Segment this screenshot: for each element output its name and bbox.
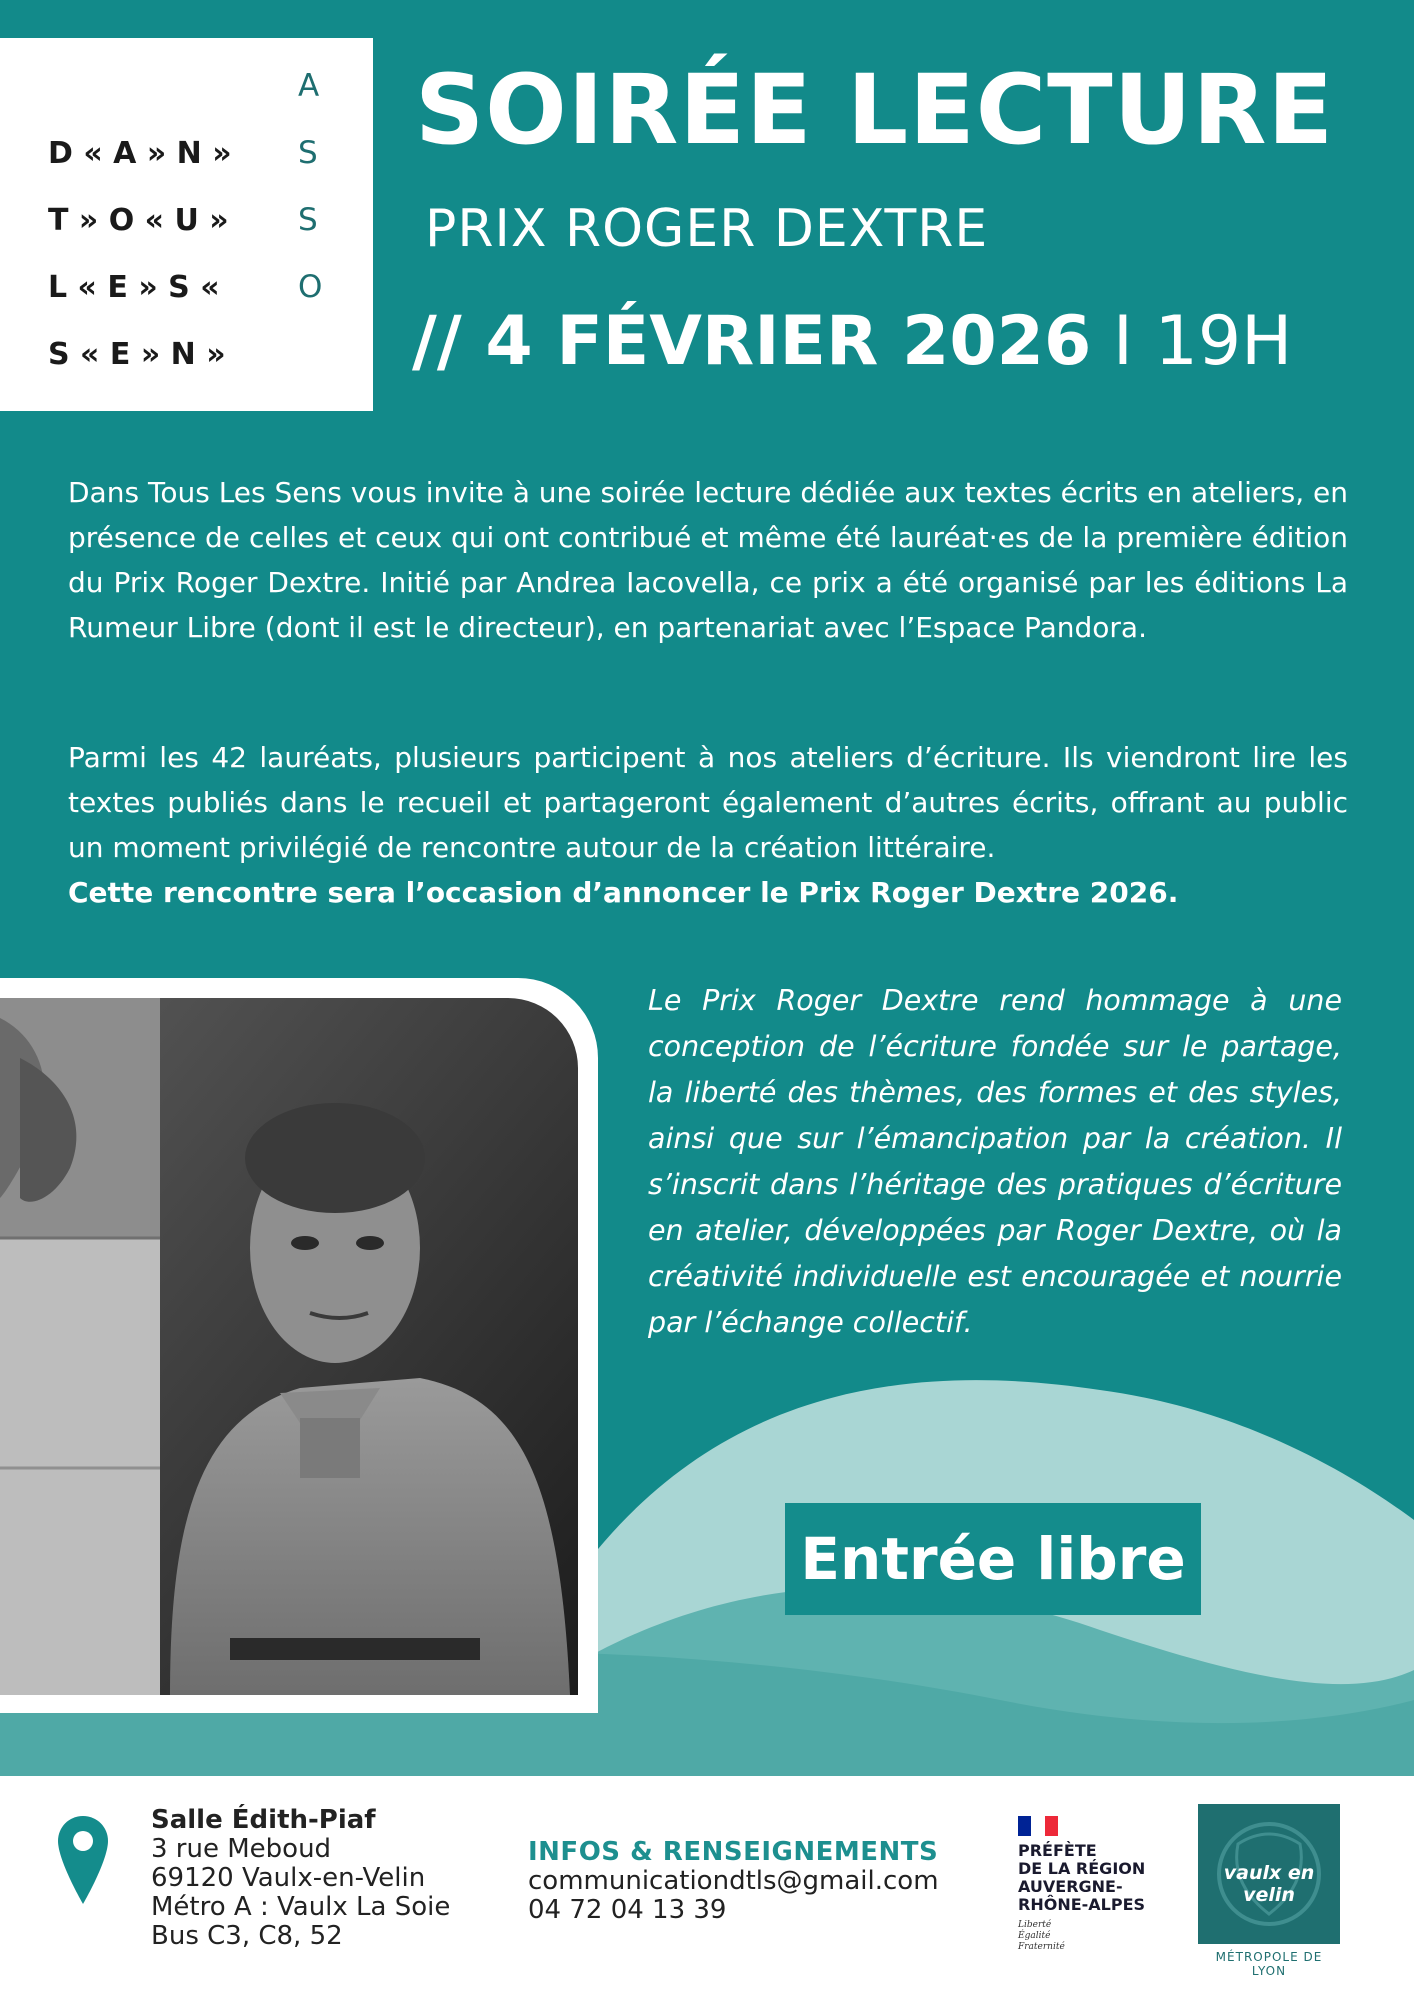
logo-row-3: L « E » S « bbox=[48, 270, 231, 305]
page-title: SOIRÉE LECTURE bbox=[415, 54, 1335, 166]
contact-heading: INFOS & RENSEIGNEMENTS bbox=[528, 1837, 939, 1867]
event-date bbox=[412, 302, 1293, 381]
prefet-motto: Liberté bbox=[1018, 1920, 1052, 1930]
prefet-line: PRÉFÈTE bbox=[1018, 1841, 1097, 1860]
contact-info bbox=[528, 1838, 939, 1925]
prefecture-logo bbox=[1018, 1816, 1148, 1953]
logo-row-4: S « E » N » bbox=[48, 337, 237, 372]
venue-metro: Métro A : Vaulx La Soie bbox=[151, 1892, 451, 1922]
prefet-motto: Égalité bbox=[1018, 1931, 1051, 1941]
logo-asso-letter: O bbox=[298, 269, 323, 305]
logo-asso-letter: S bbox=[298, 135, 318, 171]
event-date-day: // 4 FÉVRIER 2026 bbox=[412, 302, 1092, 381]
logo-dans-tous-les-sens bbox=[0, 38, 373, 411]
free-entry-badge: Entrée libre bbox=[785, 1503, 1201, 1615]
venue-address-2: 69120 Vaulx-en-Velin bbox=[151, 1863, 426, 1893]
logo-asso-letter: A bbox=[298, 68, 320, 104]
intro-paragraph: Dans Tous Les Sens vous invite à une soirée lecture dédiée aux textes écrits en ateliers, en présence de celles et ceux qui ont contribué et même été lauréat·es de la première édition du Prix Roger Dextre. Initié par Andrea Iacovella, ce prix a été organisé par les éditions La Rumeur Libre (dont il est le directeur), en partenariat avec l’Espace Pandora. bbox=[68, 476, 1348, 644]
roger-dextre-photo bbox=[0, 998, 578, 1695]
announcement-paragraph: Cette rencontre sera l’occasion d’annoncer le Prix Roger Dextre 2026. bbox=[68, 876, 1179, 909]
prefet-line: DE LA RÉGION bbox=[1018, 1859, 1146, 1878]
french-flag-icon bbox=[1018, 1816, 1058, 1836]
page-subtitle: PRIX ROGER DEXTRE bbox=[425, 199, 989, 259]
logo-asso-letter: S bbox=[298, 202, 318, 238]
location-pin-icon bbox=[58, 1816, 108, 1904]
logo-row-1: D « A » N » bbox=[48, 136, 243, 171]
venue-bus: Bus C3, C8, 52 bbox=[151, 1921, 343, 1951]
vaulx-logo-text: vaulx en velin bbox=[1223, 1862, 1315, 1906]
laureates-paragraph: Parmi les 42 lauréats, plusieurs participent à nos ateliers d’écriture. Ils viendront lire les textes publiés dans le recueil et partageront également d’autres écrits, offrant au public un moment privilégié de rencontre autour de la création littéraire. bbox=[68, 741, 1348, 864]
prize-quote: Le Prix Roger Dextre rend hommage à une conception de l’écriture fondée sur le partage, la liberté des thèmes, des formes et des styles, ainsi que sur l’émancipation par la création. Il s’inscrit dans l’héritage des pratiques d’écriture en atelier, développées par Roger Dextre, où la créativité individuelle est encouragée et nourrie par l’échange collectif. bbox=[648, 984, 1342, 1339]
event-date-separator: I bbox=[1091, 302, 1155, 381]
prefet-motto: Fraternité bbox=[1018, 1942, 1065, 1952]
logo-row-2: T » O « U » bbox=[48, 203, 240, 238]
prefet-line: RHÔNE-ALPES bbox=[1018, 1895, 1146, 1914]
footer bbox=[0, 1776, 1414, 2000]
venue-info bbox=[151, 1806, 450, 1951]
vaulx-en-velin-logo bbox=[1198, 1804, 1340, 1944]
prefet-line: AUVERGNE- bbox=[1018, 1877, 1123, 1896]
metropole-label: MÉTROPOLE DE LYON bbox=[1215, 1950, 1323, 1978]
contact-email[interactable]: communicationdtls@gmail.com bbox=[528, 1866, 939, 1896]
venue-name: Salle Édith-Piaf bbox=[151, 1805, 376, 1835]
venue-address-1: 3 rue Meboud bbox=[151, 1834, 332, 1864]
contact-phone[interactable]: 04 72 04 13 39 bbox=[528, 1895, 727, 1925]
event-time: 19H bbox=[1154, 302, 1293, 381]
